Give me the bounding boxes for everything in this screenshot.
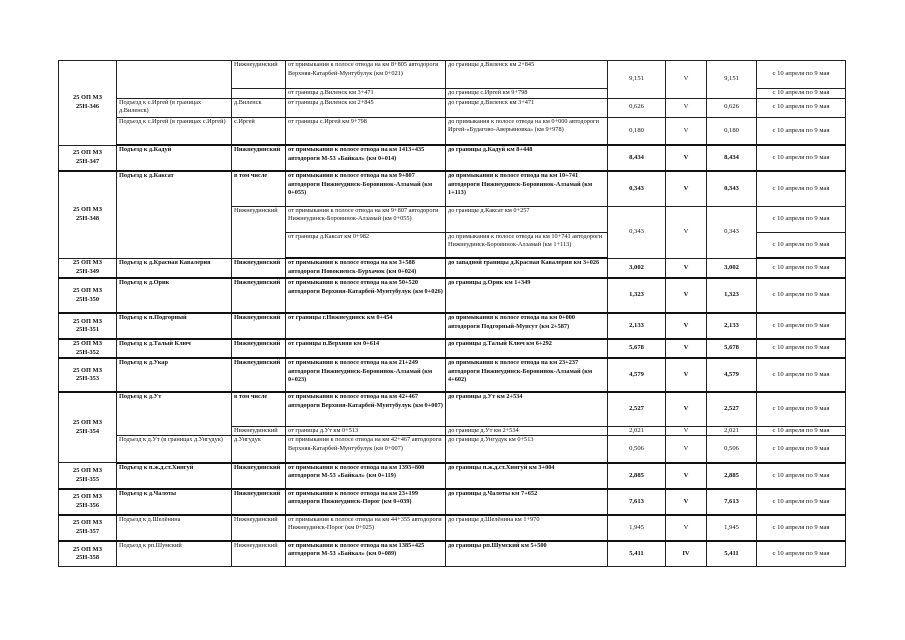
restricted-length-km: 0,343 xyxy=(707,171,757,206)
length-km: 2,885 xyxy=(608,463,666,489)
road-code: 25 ОП МЗ 25Н-353 xyxy=(59,358,117,392)
road-name: Подъезд к д.Шелёнина xyxy=(117,515,232,541)
road-name: Подъезд к д.Кадуй xyxy=(117,145,232,171)
restriction-period: с 10 апреля по 9 мая xyxy=(757,232,846,258)
length-km: 2,021 xyxy=(608,426,666,436)
segment-to: до границы д.Чалоты км 7+652 xyxy=(446,489,608,515)
category: V xyxy=(666,515,707,541)
district xyxy=(232,89,286,99)
restriction-period: с 10 апреля по 9 мая xyxy=(757,258,846,278)
restricted-length-km: 2,133 xyxy=(707,313,757,339)
segment-from: от границы п.Верхняя км 0+614 xyxy=(286,339,446,358)
road-name: Подъезд к д.Красная Кавалерия xyxy=(117,258,232,278)
road-code: 25 ОП МЗ 25Н-347 xyxy=(59,145,117,171)
district: Нижнеудинский xyxy=(232,426,286,436)
category: V xyxy=(666,426,707,436)
road-name: Подъезд к д.Чалоты xyxy=(117,489,232,515)
restricted-length-km: 2,021 xyxy=(707,426,757,436)
table-row xyxy=(59,463,846,489)
category: V xyxy=(666,278,707,313)
district: с.Иргей xyxy=(232,117,286,145)
district: Нижнеудинский xyxy=(232,541,286,567)
restriction-period: с 10 апреля по 9 мая xyxy=(757,278,846,313)
road-code: 25 ОП МЗ 25Н-348 xyxy=(59,171,117,258)
length-km: 0,626 xyxy=(608,98,666,117)
segment-to: до примыкания к полосе отвода на км 0+000 автодороги Подгорный-Мунсут (км 2+587) xyxy=(446,313,608,339)
restriction-period: с 10 апреля по 9 мая xyxy=(757,426,846,436)
district: Нижнеудинский xyxy=(232,515,286,541)
table-row xyxy=(59,145,846,171)
length-km: 0,506 xyxy=(608,436,666,463)
table-row xyxy=(59,358,846,392)
road-name: Подъезд к п.Подгорный xyxy=(117,313,232,339)
segment-to: до границы д.Каксат км 0+257 xyxy=(446,206,608,232)
category: V xyxy=(666,171,707,206)
segment-from: от примыкания к полосе отвода на км 42+467 автодороги Верхняя-Катарбей-Мунтубулук (км 0+007) xyxy=(286,392,446,426)
segment-to: до границы п.ж.д.ст.Хингуй км 3+004 xyxy=(446,463,608,489)
table-row xyxy=(59,541,846,567)
restriction-period: с 10 апреля по 9 мая xyxy=(757,463,846,489)
table-row xyxy=(59,515,846,541)
road-name: Подъезд к д.Каксат xyxy=(117,171,232,258)
restriction-period: с 10 апреля по 9 мая xyxy=(757,145,846,171)
length-km: 1,945 xyxy=(608,515,666,541)
restriction-period: с 10 апреля по 9 мая xyxy=(757,61,846,89)
table-row xyxy=(59,258,846,278)
restriction-period: с 10 апреля по 9 мая xyxy=(757,541,846,567)
restricted-length-km: 1,323 xyxy=(707,278,757,313)
table-row xyxy=(59,339,846,358)
segment-to: до границы д.Ут км 2+534 xyxy=(446,392,608,426)
segment-to: до границы д.Кадуй км 8+448 xyxy=(446,145,608,171)
segment-from: от примыкания к полосе отвода на км 9+807 автодороги Нижнеудинск-Боровинок-Алзамай (км 0+055) xyxy=(286,171,446,206)
length-km: 1,323 xyxy=(608,278,666,313)
restricted-length-km: 4,579 xyxy=(707,358,757,392)
length-km: 5,678 xyxy=(608,339,666,358)
district: в том числе xyxy=(232,392,286,426)
category: V xyxy=(666,145,707,171)
district: д.Унгудук xyxy=(232,436,286,463)
segment-to: до границы рп.Шумский км 5+500 xyxy=(446,541,608,567)
length-km: 3,002 xyxy=(608,258,666,278)
segment-to: до границы д.Унгудук км 0+513 xyxy=(446,436,608,463)
restricted-length-km: 3,002 xyxy=(707,258,757,278)
length-km: 4,579 xyxy=(608,358,666,392)
restriction-period: с 10 апреля по 9 мая xyxy=(757,98,846,117)
length-km: 9,151 xyxy=(608,61,666,99)
category: V xyxy=(666,358,707,392)
district: Нижнеудинский xyxy=(232,358,286,392)
road-code: 25 ОП МЗ 25Н-346 xyxy=(59,61,117,146)
category: V xyxy=(666,98,707,117)
restricted-length-km: 0,506 xyxy=(707,436,757,463)
segment-to: до примыкания к полосе отвода на км 0+000 автодороги Иргей-«Будагово-Аверьяновка» (км 9+978) xyxy=(446,117,608,145)
district: Нижнеудинский xyxy=(232,313,286,339)
segment-to: до примыкания к полосе отвода на км 10+741 автодороги Нижнеудинск-Боровинок-Алзамай (км 1+113) xyxy=(446,232,608,258)
road-code: 25 ОП МЗ 25Н-350 xyxy=(59,278,117,313)
segment-from: от примыкания к полосе отвода на км 1393+800 автодороги М-53 «Байкал» (км 0+119) xyxy=(286,463,446,489)
length-km: 7,613 xyxy=(608,489,666,515)
district: Нижнеудинский xyxy=(232,278,286,313)
segment-to: до примыкания к полосе отвода на км 10+741 автодороги Нижнеудинск-Боровинок-Алзамай (км 1+113) xyxy=(446,171,608,206)
restriction-period: с 10 апреля по 9 мая xyxy=(757,358,846,392)
district: Нижнеудинский xyxy=(232,258,286,278)
road-code: 25 ОП МЗ 25Н-358 xyxy=(59,541,117,567)
category: V xyxy=(666,117,707,145)
table-row xyxy=(59,61,846,89)
road-name: Подъезд к д.Укар xyxy=(117,358,232,392)
restriction-period: с 10 апреля по 9 мая xyxy=(757,339,846,358)
table-row xyxy=(59,392,846,426)
restriction-period: с 10 апреля по 9 мая xyxy=(757,489,846,515)
segment-to: до западной границы д.Красная Кавалерия км 3+026 xyxy=(446,258,608,278)
segment-to: до границы с.Иргей км 9+798 xyxy=(446,89,608,99)
road-table xyxy=(58,60,846,567)
segment-from: от примыкания к полосе отвода на км 1413+435 автодороги М-53 «Байкал» (км 0+014) xyxy=(286,145,446,171)
table-row xyxy=(59,278,846,313)
restriction-period: с 10 апреля по 9 мая xyxy=(757,392,846,426)
road-code: 25 ОП МЗ 25Н-357 xyxy=(59,515,117,541)
segment-to: до границы д.Ут км 2+534 xyxy=(446,426,608,436)
road-name xyxy=(117,61,232,99)
road-code: 25 ОП МЗ 25Н-349 xyxy=(59,258,117,278)
segment-from: от границы д.Виленск км 2+845 xyxy=(286,98,446,117)
district: Нижнеудинский xyxy=(232,61,286,89)
restricted-length-km: 5,678 xyxy=(707,339,757,358)
district: Нижнеудинский xyxy=(232,339,286,358)
restricted-length-km: 7,613 xyxy=(707,489,757,515)
category: V xyxy=(666,206,707,258)
road-name: Подъезд к д.Талый Ключ xyxy=(117,339,232,358)
restriction-period: с 10 апреля по 9 мая xyxy=(757,313,846,339)
restriction-period: с 10 апреля по 9 мая xyxy=(757,89,846,99)
segment-from: от границы с.Иргей км 9+798 xyxy=(286,117,446,145)
road-name: Подъезд к д.Ут xyxy=(117,392,232,436)
segment-from: от примыкания к полосе отвода на км 8+805 автодороги Верхняя-Катарбей-Мунтубулук (км 0+021) xyxy=(286,61,446,89)
table-row xyxy=(59,313,846,339)
restricted-length-km: 1,945 xyxy=(707,515,757,541)
segment-to: до границы д.Талый Ключ км 6+292 xyxy=(446,339,608,358)
category: V xyxy=(666,61,707,99)
restricted-length-km: 0,626 xyxy=(707,98,757,117)
segment-to: до границы д.Шелёнина км 1+970 xyxy=(446,515,608,541)
segment-from: от примыкания к полосе отвода на км 50+520 автодороги Верхняя-Катарбей-Мунтубулук (км 0+026) xyxy=(286,278,446,313)
restriction-period: с 10 апреля по 9 мая xyxy=(757,171,846,206)
restricted-length-km: 0,180 xyxy=(707,117,757,145)
segment-from: от границы д.Ут км 0+513 xyxy=(286,426,446,436)
category: V xyxy=(666,489,707,515)
segment-from: от примыкания к полосе отвода на км 1385+425 автодороги М-53 «Байкал» (км 0+089) xyxy=(286,541,446,567)
district: Нижнеудинский xyxy=(232,145,286,171)
road-name: Подъезд к с.Иргей (в границах д.Виленск) xyxy=(117,98,232,117)
length-km: 0,343 xyxy=(608,206,666,258)
segment-from: от границы д.Каксат км 0+982 xyxy=(286,232,446,258)
category: V xyxy=(666,339,707,358)
restricted-length-km: 0,343 xyxy=(707,206,757,258)
restriction-period: с 10 апреля по 9 мая xyxy=(757,436,846,463)
segment-from: от примыкания к полосе отвода на км 44+355 автодороги Нижнеудинск-Порог (км 0+025) xyxy=(286,515,446,541)
category: V xyxy=(666,258,707,278)
road-code: 25 ОП МЗ 25Н-356 xyxy=(59,489,117,515)
length-km: 2,133 xyxy=(608,313,666,339)
segment-to: до границы д.Виленск км 2+845 xyxy=(446,61,608,89)
table-row xyxy=(59,489,846,515)
road-name: Подъезд к с.Иргей (в границах с.Иргей) xyxy=(117,117,232,145)
length-km: 5,411 xyxy=(608,541,666,567)
restriction-period: с 10 апреля по 9 мая xyxy=(757,117,846,145)
restricted-length-km: 2,885 xyxy=(707,463,757,489)
length-km: 8,434 xyxy=(608,145,666,171)
district: д.Виленск xyxy=(232,98,286,117)
segment-to: до границы д.Виленск км 3+471 xyxy=(446,98,608,117)
segment-from: от примыкания к полосе отвода на км 3+588 автодороги Новокиевск-Бурхачок (км 0+024) xyxy=(286,258,446,278)
table-row xyxy=(59,117,846,145)
table-row xyxy=(59,98,846,117)
district: в том числе xyxy=(232,171,286,206)
road-name: Подъезд к рп.Шумский xyxy=(117,541,232,567)
restricted-length-km: 2,527 xyxy=(707,392,757,426)
segment-from: от примыкания к полосе отвода на км 23+199 автодороги Нижнеудинск-Порог (км 0+039) xyxy=(286,489,446,515)
restriction-period: с 10 апреля по 9 мая xyxy=(757,206,846,232)
district: Нижнеудинский xyxy=(232,463,286,489)
restriction-period: с 10 апреля по 9 мая xyxy=(757,515,846,541)
restricted-length-km: 5,411 xyxy=(707,541,757,567)
district: Нижнеудинский xyxy=(232,489,286,515)
road-code: 25 ОП МЗ 25Н-352 xyxy=(59,339,117,358)
table-row xyxy=(59,436,846,463)
restricted-length-km: 8,434 xyxy=(707,145,757,171)
category: V xyxy=(666,463,707,489)
segment-from: от границы г.Нижнеудинск км 0+454 xyxy=(286,313,446,339)
table-row xyxy=(59,171,846,206)
segment-from: от границы д.Виленск км 3+471 xyxy=(286,89,446,99)
segment-from: от примыкания к полосе отвода на км 9+807 автодороги Нижнеудинск-Боровинок-Алзамай (км 0+055) xyxy=(286,206,446,232)
road-code: 25 ОП МЗ 25Н-351 xyxy=(59,313,117,339)
road-code: 25 ОП МЗ 25Н-355 xyxy=(59,463,117,489)
category: V xyxy=(666,392,707,426)
segment-to: до границы д.Орик км 1+349 xyxy=(446,278,608,313)
road-code: 25 ОП МЗ 25Н-354 xyxy=(59,392,117,463)
road-name: Подъезд к п.ж.д.ст.Хингуй xyxy=(117,463,232,489)
length-km: 0,180 xyxy=(608,117,666,145)
segment-from: от примыкания к полосе отвода на км 21+249 автодороги Нижнеудинск-Боровинок-Алзамай (км 0+023) xyxy=(286,358,446,392)
road-name: Подъезд к д.Ут (в границах д.Унгудук) xyxy=(117,436,232,463)
segment-from: от примыкания к полосе отвода на км 42+467 автодороги Верхняя-Катарбей-Мунтубулук (км 0+007) xyxy=(286,436,446,463)
category: IV xyxy=(666,541,707,567)
district: Нижнеудинский xyxy=(232,206,286,258)
length-km: 2,527 xyxy=(608,392,666,426)
road-name: Подъезд к д.Орик xyxy=(117,278,232,313)
segment-to: до примыкания к полосе отвода на км 23+237 автодороги Нижнеудинск-Боровинок-Алзамай (км 4+602) xyxy=(446,358,608,392)
restricted-length-km: 9,151 xyxy=(707,61,757,99)
category: V xyxy=(666,313,707,339)
length-km: 0,343 xyxy=(608,171,666,206)
category: V xyxy=(666,436,707,463)
